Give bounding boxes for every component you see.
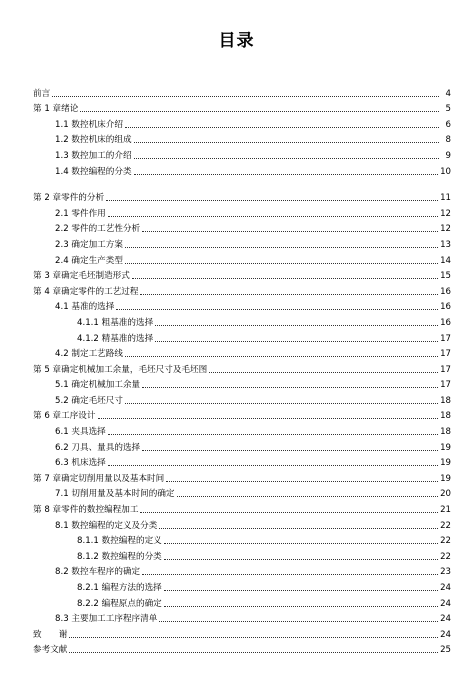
toc-entry-label: 2.3 确定加工方案 xyxy=(55,239,123,250)
toc-entry[interactable] xyxy=(33,390,451,406)
toc-entry[interactable] xyxy=(33,546,451,562)
dot-leader xyxy=(125,356,438,357)
toc-entry-page-number: 16 xyxy=(440,317,451,328)
toc-entry[interactable] xyxy=(33,406,451,422)
toc-entry-page-number: 16 xyxy=(440,286,451,297)
dot-leader xyxy=(69,652,438,653)
toc-entry[interactable] xyxy=(33,344,451,360)
toc-entry-page-number: 18 xyxy=(440,427,451,438)
toc-entry-label: 8.2.1 编程方法的选择 xyxy=(77,583,162,593)
toc-entry[interactable] xyxy=(33,468,451,484)
dot-leader xyxy=(106,200,438,201)
dot-leader xyxy=(125,403,438,404)
dot-leader xyxy=(142,574,438,575)
dot-leader xyxy=(108,465,438,466)
toc-entry[interactable] xyxy=(33,161,451,177)
toc-entry[interactable] xyxy=(33,312,451,328)
toc-entry[interactable] xyxy=(33,203,451,219)
toc-entry-page-number: 15 xyxy=(440,271,451,282)
dot-leader xyxy=(140,512,438,513)
dot-leader xyxy=(177,496,439,497)
toc-entry-label: 参考文献 xyxy=(33,645,68,656)
toc-entry-page-number: 6 xyxy=(445,119,451,130)
toc-entry-label: 第 3 章确定毛坯制造形式 xyxy=(33,271,130,282)
toc-entry-label: 第 8 章零件的数控编程加工 xyxy=(33,505,139,516)
dot-leader xyxy=(155,325,438,326)
dot-leader xyxy=(164,590,438,591)
dot-leader xyxy=(155,341,438,342)
toc-entry-label: 第 4 章确定零件的工艺过程 xyxy=(33,286,139,297)
dot-leader xyxy=(140,294,438,295)
toc-entry-label: 4.2 制定工艺路线 xyxy=(55,349,123,360)
page-title: 目录 xyxy=(218,31,255,51)
dot-leader xyxy=(69,637,438,638)
toc-entry[interactable] xyxy=(33,83,451,99)
toc-entry-page-number: 22 xyxy=(440,536,451,547)
toc-entry[interactable] xyxy=(33,297,451,313)
toc-entry-label: 2.1 零件作用 xyxy=(55,208,106,219)
toc-entry[interactable] xyxy=(33,531,451,547)
dot-leader xyxy=(142,450,438,451)
toc-entry-page-number: 24 xyxy=(440,614,451,625)
dot-leader xyxy=(98,418,439,419)
toc-entry-page-number: 13 xyxy=(440,239,451,250)
toc-entry[interactable] xyxy=(33,577,451,593)
dot-leader xyxy=(116,309,438,310)
toc-entry-page-number: 22 xyxy=(440,520,451,531)
toc-entry-label: 1.2 数控机床的组成 xyxy=(55,135,132,146)
toc-entry[interactable] xyxy=(33,99,451,115)
toc-entry-page-number: 4 xyxy=(445,88,451,99)
toc-entry-page-number: 11 xyxy=(440,193,451,204)
toc-entry-label: 第 7 章确定切削用量以及基本时间 xyxy=(33,473,165,484)
dot-leader xyxy=(134,174,439,175)
dot-leader xyxy=(164,606,438,607)
dot-leader xyxy=(132,278,438,279)
toc-entry[interactable] xyxy=(33,130,451,146)
dot-leader xyxy=(108,434,438,435)
toc-entry-page-number: 23 xyxy=(440,567,451,578)
toc-entry-label: 6.3 机床选择 xyxy=(55,458,106,469)
dot-leader xyxy=(80,111,439,112)
dot-leader xyxy=(159,621,438,622)
toc-entry-label: 8.2 数控车程序的确定 xyxy=(55,567,141,578)
toc-entry-label: 8.1.1 数控编程的定义 xyxy=(77,536,162,547)
toc-entry-label: 2.4 确定生产类型 xyxy=(55,255,123,266)
toc-entry-page-number: 22 xyxy=(440,551,451,562)
toc-entry[interactable] xyxy=(33,515,451,531)
toc-entry[interactable] xyxy=(33,114,451,130)
toc-entry-page-number: 17 xyxy=(440,380,451,391)
toc-entry-page-number: 12 xyxy=(440,208,451,219)
table-of-contents xyxy=(33,83,451,655)
dot-leader xyxy=(125,127,439,128)
toc-entry-label: 8.1.2 数控编程的分类 xyxy=(77,551,162,562)
toc-entry-page-number: 24 xyxy=(440,598,451,609)
dot-leader xyxy=(142,231,438,232)
toc-entry-label: 1.3 数控加工的介绍 xyxy=(55,150,132,161)
toc-entry-page-number: 14 xyxy=(440,255,451,266)
toc-entry[interactable] xyxy=(33,484,451,500)
toc-entry-page-number: 8 xyxy=(445,135,451,146)
toc-entry-label: 2.2 零件的工艺性分析 xyxy=(55,224,141,235)
toc-entry-page-number: 24 xyxy=(440,629,451,640)
toc-entry[interactable] xyxy=(33,499,451,515)
toc-entry[interactable] xyxy=(33,624,451,640)
toc-entry[interactable] xyxy=(33,145,451,161)
dot-leader xyxy=(52,96,439,97)
toc-entry-page-number: 17 xyxy=(440,349,451,360)
toc-entry[interactable] xyxy=(33,219,451,235)
toc-entry[interactable] xyxy=(33,640,451,656)
toc-entry[interactable] xyxy=(33,453,451,469)
toc-entry[interactable] xyxy=(33,234,451,250)
toc-entry-label: 6.1 夹具选择 xyxy=(55,427,106,438)
dot-leader xyxy=(134,158,439,159)
dot-leader xyxy=(159,528,438,529)
toc-entry-page-number: 21 xyxy=(440,505,451,516)
toc-entry-label: 8.2.2 编程原点的确定 xyxy=(77,598,162,609)
toc-entry-page-number: 25 xyxy=(440,645,451,656)
toc-entry-page-number: 5 xyxy=(445,104,451,115)
toc-entry-label: 第 5 章确定机械加工余量，毛坯尺寸及毛坯图 xyxy=(33,364,208,375)
toc-entry-label: 前言 xyxy=(33,88,51,99)
toc-entry-label: 1.4 数控编程的分类 xyxy=(55,166,132,177)
dot-leader xyxy=(209,372,438,373)
toc-entry-label: 8.3 主要加工工序程序清单 xyxy=(55,614,158,625)
toc-entry[interactable] xyxy=(33,421,451,437)
toc-entry[interactable] xyxy=(33,328,451,344)
toc-entry[interactable] xyxy=(33,437,451,453)
toc-entry[interactable] xyxy=(33,609,451,625)
toc-entry[interactable] xyxy=(33,359,451,375)
toc-entry-label: 5.1 确定机械加工余量 xyxy=(55,380,141,391)
toc-entry[interactable] xyxy=(33,593,451,609)
toc-entry-page-number: 19 xyxy=(440,458,451,469)
dot-leader xyxy=(125,247,438,248)
toc-entry-page-number: 18 xyxy=(440,395,451,406)
toc-entry[interactable] xyxy=(33,375,451,391)
toc-entry-label: 4.1.2 精基准的选择 xyxy=(77,333,154,344)
toc-entry-page-number: 17 xyxy=(440,364,451,375)
toc-entry-page-number: 9 xyxy=(445,150,451,161)
toc-entry-page-number: 12 xyxy=(440,224,451,235)
dot-leader xyxy=(164,559,438,560)
toc-entry-page-number: 24 xyxy=(440,583,451,593)
dot-leader xyxy=(108,216,438,217)
toc-entry-page-number: 19 xyxy=(440,442,451,453)
toc-entry-label: 致 谢 xyxy=(33,629,68,640)
dot-leader xyxy=(125,263,438,264)
toc-entry[interactable] xyxy=(33,250,451,266)
toc-entry[interactable] xyxy=(33,188,451,204)
toc-entry-page-number: 16 xyxy=(440,302,451,313)
toc-entry-label: 第 6 章工序设计 xyxy=(33,411,96,422)
toc-entry-label: 4.1 基准的选择 xyxy=(55,302,115,313)
dot-leader xyxy=(166,481,438,482)
toc-entry-page-number: 17 xyxy=(440,333,451,344)
toc-entry[interactable] xyxy=(33,266,451,282)
toc-entry-label: 4.1.1 粗基准的选择 xyxy=(77,317,154,328)
toc-entry[interactable] xyxy=(33,562,451,578)
toc-entry-label: 第 1 章绪论 xyxy=(33,104,79,115)
toc-entry-label: 第 2 章零件的分析 xyxy=(33,193,105,204)
dot-leader xyxy=(134,142,439,143)
toc-entry-page-number: 19 xyxy=(440,473,451,484)
toc-entry-label: 1.1 数控机床介绍 xyxy=(55,119,123,130)
toc-entry-label: 7.1 切削用量及基本时间的确定 xyxy=(55,489,175,500)
toc-entry-label: 6.2 刀具、量具的选择 xyxy=(55,442,141,453)
toc-entry-label: 5.2 确定毛坯尺寸 xyxy=(55,395,123,406)
toc-entry-page-number: 10 xyxy=(440,166,451,177)
toc-entry[interactable] xyxy=(33,281,451,297)
toc-entry-page-number: 18 xyxy=(440,411,451,422)
toc-entry-page-number: 20 xyxy=(440,489,451,500)
toc-entry-label: 8.1 数控编程的定义及分类 xyxy=(55,520,158,531)
dot-leader xyxy=(142,387,438,388)
dot-leader xyxy=(164,543,438,544)
